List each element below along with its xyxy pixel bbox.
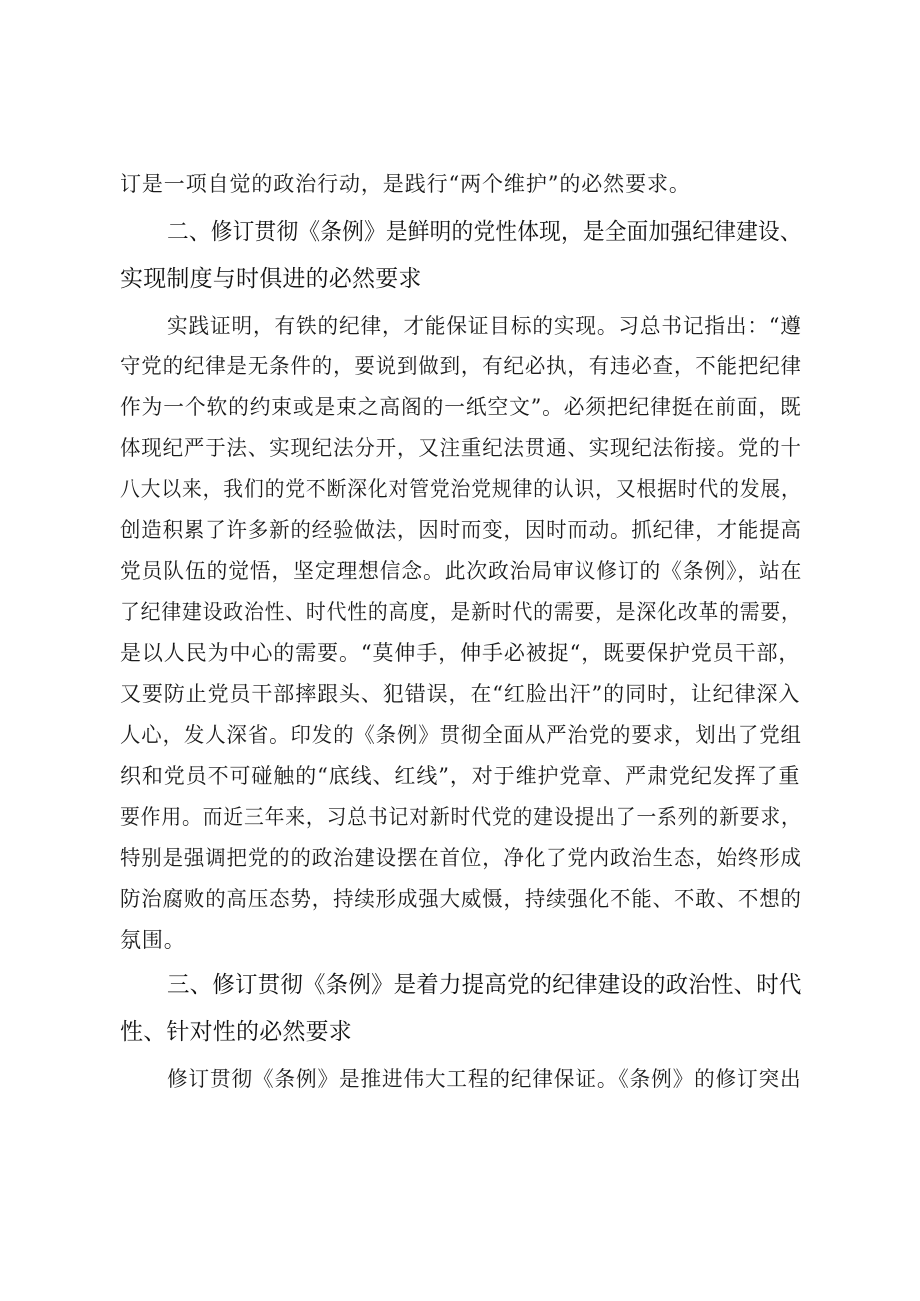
paragraph-line: 氛围。 <box>120 928 186 952</box>
paragraph-line: 八大以来，我们的党不断深化对管党治党规律的认识，又根据时代的发展， <box>120 477 802 501</box>
paragraph-line: 党员队伍的觉悟，坚定理想信念。此次政治局审议修订的《条例》，站在 <box>120 559 803 583</box>
paragraph-line: 织和党员不可碰触的“底线、红线”，对于维护党章、严肃党纪发挥了重 <box>120 764 801 788</box>
paragraph-line: 守党的纪律是无条件的，要说到做到，有纪必执，有违必查，不能把纪律 <box>120 354 802 378</box>
paragraph-line: 防治腐败的高压态势，持续形成强大威慑，持续强化不能、不敢、不想的 <box>120 887 802 911</box>
paragraph-line: 了纪律建设政治性、时代性的高度，是新时代的需要，是深化改革的需要， <box>120 600 802 624</box>
paragraph-line: 特别是强调把党的的政治建设摆在首位，净化了党内政治生态，始终形成 <box>120 846 802 870</box>
paragraph-line: 要作用。而近三年来，习总书记对新时代党的建设提出了一系列的新要求， <box>120 805 802 829</box>
section-heading-2-line-1: 二、修订贯彻《条例》是鲜明的党性体现，是全面加强纪律建设、 <box>167 219 802 245</box>
paragraph-line: 又要防止党员干部摔跟头、犯错误，在“红脸出汗”的同时，让纪律深入 <box>120 682 801 706</box>
paragraph-line: 人心，发人深省。印发的《条例》贯彻全面从严治党的要求，划出了党组 <box>120 723 802 747</box>
section-heading-3-line-1: 三、修订贯彻《条例》是着力提高党的纪律建设的政治性、时代 <box>167 972 802 998</box>
paragraph-line: 创造积累了许多新的经验做法，因时而变，因时而动。抓纪律，才能提高 <box>120 518 802 542</box>
paragraph-line-continuation: 订是一项自觉的政治行动，是践行“两个维护”的必然要求。 <box>120 172 691 196</box>
section-heading-3-line-2: 性、针对性的必然要求 <box>120 1019 352 1045</box>
paragraph-line: 作为一个软的约束或是束之高阁的一纸空文”。必须把纪律挺在前面，既 <box>120 395 802 419</box>
paragraph-line: 体现纪严于法、实现纪法分开，又注重纪法贯通、实现纪法衔接。党的十 <box>120 436 802 460</box>
paragraph-line: 是以人民为中心的需要。“莫伸手，伸手必被捉“，既要保护党员干部， <box>120 641 801 665</box>
section-heading-2-line-2: 实现制度与时俱进的必然要求 <box>120 266 422 292</box>
paragraph-line: 实践证明，有铁的纪律，才能保证目标的实现。习总书记指出：“遵 <box>167 314 802 338</box>
paragraph-line: 修订贯彻《条例》是推进伟大工程的纪律保证。《条例》的修订突出 <box>167 1067 802 1091</box>
